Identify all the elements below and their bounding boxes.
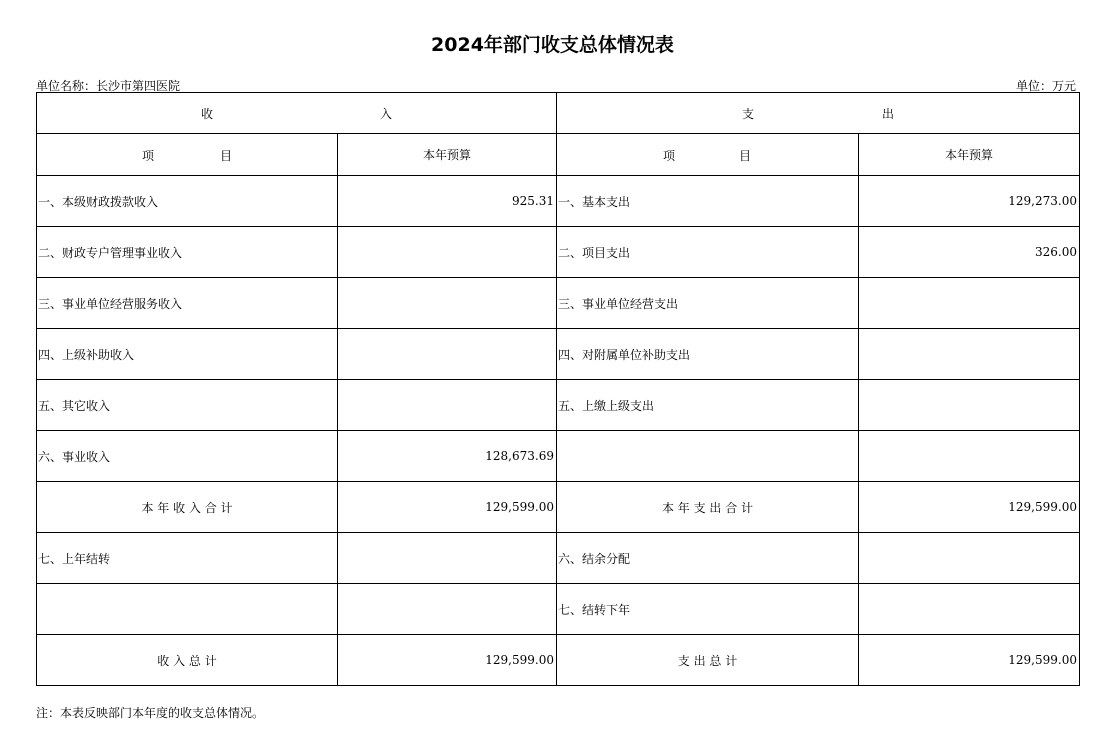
- expense-subtotal-value: 129,599.00: [859, 482, 1080, 533]
- income-value: 128,673.69: [338, 431, 557, 482]
- income-value: [338, 329, 557, 380]
- expense-value: [859, 533, 1080, 584]
- income-header-right: 入: [380, 107, 393, 121]
- table-row: [37, 176, 1080, 227]
- page-title: 2024年部门收支总体情况表: [431, 34, 674, 56]
- expense-value: 326.00: [859, 227, 1080, 278]
- expense-value: 129,273.00: [859, 176, 1080, 227]
- expense-value: [859, 431, 1080, 482]
- expense-item: [557, 431, 859, 482]
- expense-section-header: [557, 93, 1080, 134]
- expense-item: 三、事业单位经营支出: [557, 278, 859, 329]
- expense-item: 二、项目支出: [557, 227, 859, 278]
- total-row: [37, 635, 1080, 686]
- income-value: [338, 533, 557, 584]
- table-row: [37, 584, 1080, 635]
- income-item: 六、事业收入: [37, 431, 338, 482]
- income-item: 二、财政专户管理事业收入: [37, 227, 338, 278]
- footnote: 注：本表反映部门本年度的收支总体情况。: [36, 706, 265, 720]
- income-value: [338, 227, 557, 278]
- table-row: [37, 431, 1080, 482]
- expense-value: [859, 380, 1080, 431]
- income-item-header: [37, 134, 338, 176]
- expense-item-header-left: 项: [663, 149, 676, 163]
- income-item-header-right: 目: [220, 149, 233, 163]
- income-budget-header: 本年预算: [338, 134, 557, 176]
- income-subtotal-value: 129,599.00: [338, 482, 557, 533]
- table-row: [37, 533, 1080, 584]
- expense-budget-header: 本年预算: [859, 134, 1080, 176]
- column-header-row: [37, 134, 1080, 176]
- expense-item: 六、结余分配: [557, 533, 859, 584]
- expense-value: [859, 584, 1080, 635]
- income-value: [338, 584, 557, 635]
- income-value: [338, 380, 557, 431]
- income-total-label: 收 入 总 计: [37, 635, 338, 686]
- expense-item: 五、上缴上级支出: [557, 380, 859, 431]
- income-item: 四、上级补助收入: [37, 329, 338, 380]
- expense-total-value: 129,599.00: [859, 635, 1080, 686]
- income-subtotal-label: 本 年 收 入 合 计: [37, 482, 338, 533]
- table-row: [37, 329, 1080, 380]
- expense-header-right: 出: [882, 107, 895, 121]
- table-row: [37, 380, 1080, 431]
- income-section-header: [37, 93, 557, 134]
- expense-item: 七、结转下年: [557, 584, 859, 635]
- budget-table: [36, 92, 1080, 686]
- expense-item-header: [557, 134, 859, 176]
- expense-header-left: 支: [742, 107, 755, 121]
- expense-item-header-right: 目: [739, 149, 752, 163]
- income-item: 五、其它收入: [37, 380, 338, 431]
- table-row: [37, 278, 1080, 329]
- expense-value: [859, 278, 1080, 329]
- income-item: 七、上年结转: [37, 533, 338, 584]
- income-item-header-left: 项: [142, 149, 155, 163]
- expense-item: 一、基本支出: [557, 176, 859, 227]
- income-value: [338, 278, 557, 329]
- expense-value: [859, 329, 1080, 380]
- income-item: 三、事业单位经营服务收入: [37, 278, 338, 329]
- income-value: 925.31: [338, 176, 557, 227]
- expense-total-label: 支 出 总 计: [557, 635, 859, 686]
- expense-subtotal-label: 本 年 支 出 合 计: [557, 482, 859, 533]
- income-item: 一、本级财政拨款收入: [37, 176, 338, 227]
- unit-measure-label: 单位：万元: [1015, 79, 1076, 93]
- income-total-value: 129,599.00: [338, 635, 557, 686]
- table-row: [37, 227, 1080, 278]
- expense-item: 四、对附属单位补助支出: [557, 329, 859, 380]
- income-header-left: 收: [201, 107, 214, 121]
- income-item: [37, 584, 338, 635]
- subtotal-row: [37, 482, 1080, 533]
- section-header-row: [37, 93, 1080, 134]
- unit-name-label: 单位名称：长沙市第四医院: [36, 79, 181, 93]
